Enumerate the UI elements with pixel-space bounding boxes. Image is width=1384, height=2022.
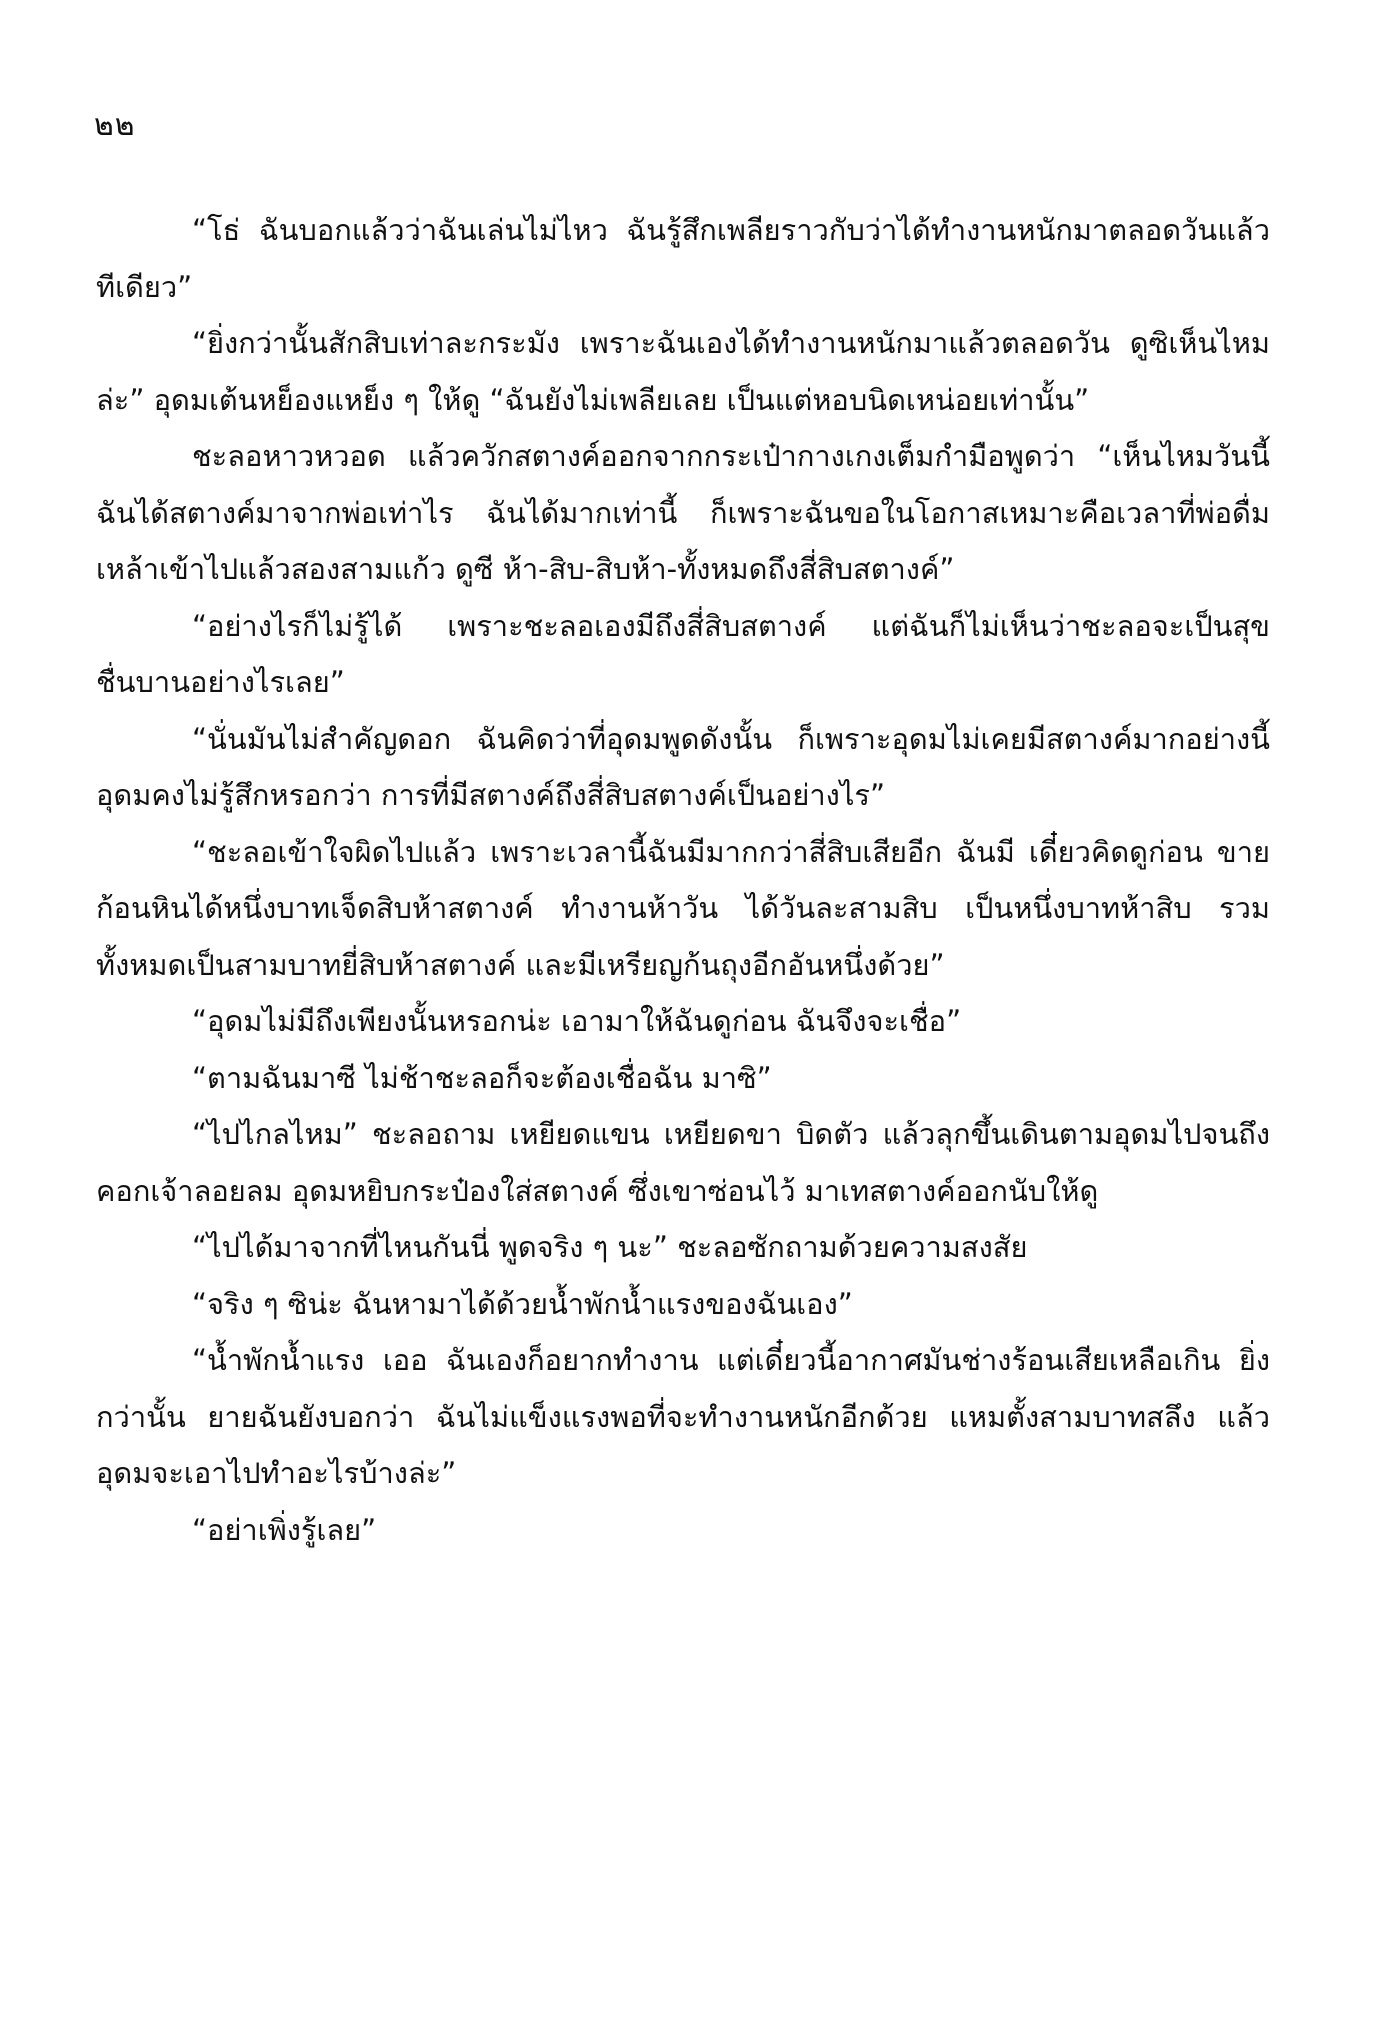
page-number: ๒๒ [94, 108, 136, 143]
paragraph: ชะลอหาวหวอด แล้วควักสตางค์ออกจากกระเป๋ากางเกงเต็มกำมือพูดว่า “เห็นไหมวันนี้ฉันได้สตางค์มาจากพ่อเท่าไร ฉันได้มากเท่านี้ ก็เพราะฉันขอในโอกาสเหมาะคือเวลาที่พ่อดื่มเหล้าเข้าไปแล้วสองสามแก้ว ดูซี ห้า-สิบ-สิบห้า-ทั้งหมดถึงสี่สิบสตางค์” [96, 439, 1270, 586]
paragraph: “อุดมไม่มีถึงเพียงนั้นหรอกน่ะ เอามาให้ฉันดูก่อน ฉันจึงจะเชื่อ” [192, 1004, 962, 1038]
paragraph: “ไปได้มาจากที่ไหนกันนี่ พูดจริง ๆ นะ” ชะลอซักถามด้วยความสงสัย [192, 1230, 1028, 1264]
paragraph: “ชะลอเข้าใจผิดไปแล้ว เพราะเวลานี้ฉันมีมากกว่าสี่สิบเสียอีก ฉันมี เดี๋ยวคิดดูก่อน ขายก้อนหินได้หนึ่งบาทเจ็ดสิบห้าสตางค์ ทำงานห้าวัน ได้วันละสามสิบ เป็นหนึ่งบาทห้าสิบ รวมทั้งหมดเป็นสามบาทยี่สิบห้าสตางค์ และมีเหรียญก้นถุงอีกอันหนึ่งด้วย” [96, 834, 1270, 982]
paragraph: “อย่าเพิ่งรู้เลย” [192, 1512, 377, 1547]
paragraph: “น้ำพักน้ำแรง เออ ฉันเองก็อยากทำงาน แต่เดี๋ยวนี้อากาศมันช่างร้อนเสียเหลือเกิน ยิ่งกว่านั้น ยายฉันยังบอกว่า ฉันไม่แข็งแรงพอที่จะทำงานหนักอีกด้วย แหมตั้งสามบาทสลึง แล้วอุดมจะเอาไปทำอะไรบ้างล่ะ” [96, 1343, 1270, 1490]
paragraph: “โธ่ ฉันบอกแล้วว่าฉันเล่นไม่ไหว ฉันรู้สึกเพลียราวกับว่าได้ทำงานหนักมาตลอดวันแล้วทีเดียว” [96, 213, 1270, 304]
paragraph: “ยิ่งกว่านั้นสักสิบเท่าละกระมัง เพราะฉันเองได้ทำงานหนักมาแล้วตลอดวัน ดูซิเห็นไหมล่ะ” อุดมเต้นหย็องแหย็ง ๆ ให้ดู “ฉันยังไม่เพลียเลย เป็นแต่หอบนิดเหน่อยเท่านั้น” [96, 326, 1270, 417]
body-text [96, 202, 1270, 1558]
paragraph: “ไปไกลไหม” ชะลอถาม เหยียดแขน เหยียดขา บิดตัว แล้วลุกขึ้นเดินตามอุดมไปจนถึงคอกเจ้าลอยลม อุดมหยิบกระป๋องใส่สตางค์ ซึ่งเขาซ่อนไว้ มาเทสตางค์ออกนับให้ดู [96, 1117, 1270, 1208]
paragraph: “จริง ๆ ซิน่ะ ฉันหามาได้ด้วยน้ำพักน้ำแรงของฉันเอง” [192, 1286, 853, 1321]
paragraph: “นั่นมันไม่สำคัญดอก ฉันคิดว่าที่อุดมพูดดังนั้น ก็เพราะอุดมไม่เคยมีสตางค์มากอย่างนี้ อุดมคงไม่รู้สึกหรอกว่า การที่มีสตางค์ถึงสี่สิบสตางค์เป็นอย่างไร” [96, 721, 1270, 812]
paragraph: “ตามฉันมาซี ไม่ช้าชะลอก็จะต้องเชื่อฉัน มาซิ” [192, 1060, 772, 1095]
paragraph: “อย่างไรก็ไม่รู้ได้ เพราะชะลอเองมีถึงสี่สิบสตางค์ แต่ฉันก็ไม่เห็นว่าชะลอจะเป็นสุขชื่นบานอย่างไรเลย” [96, 608, 1270, 699]
